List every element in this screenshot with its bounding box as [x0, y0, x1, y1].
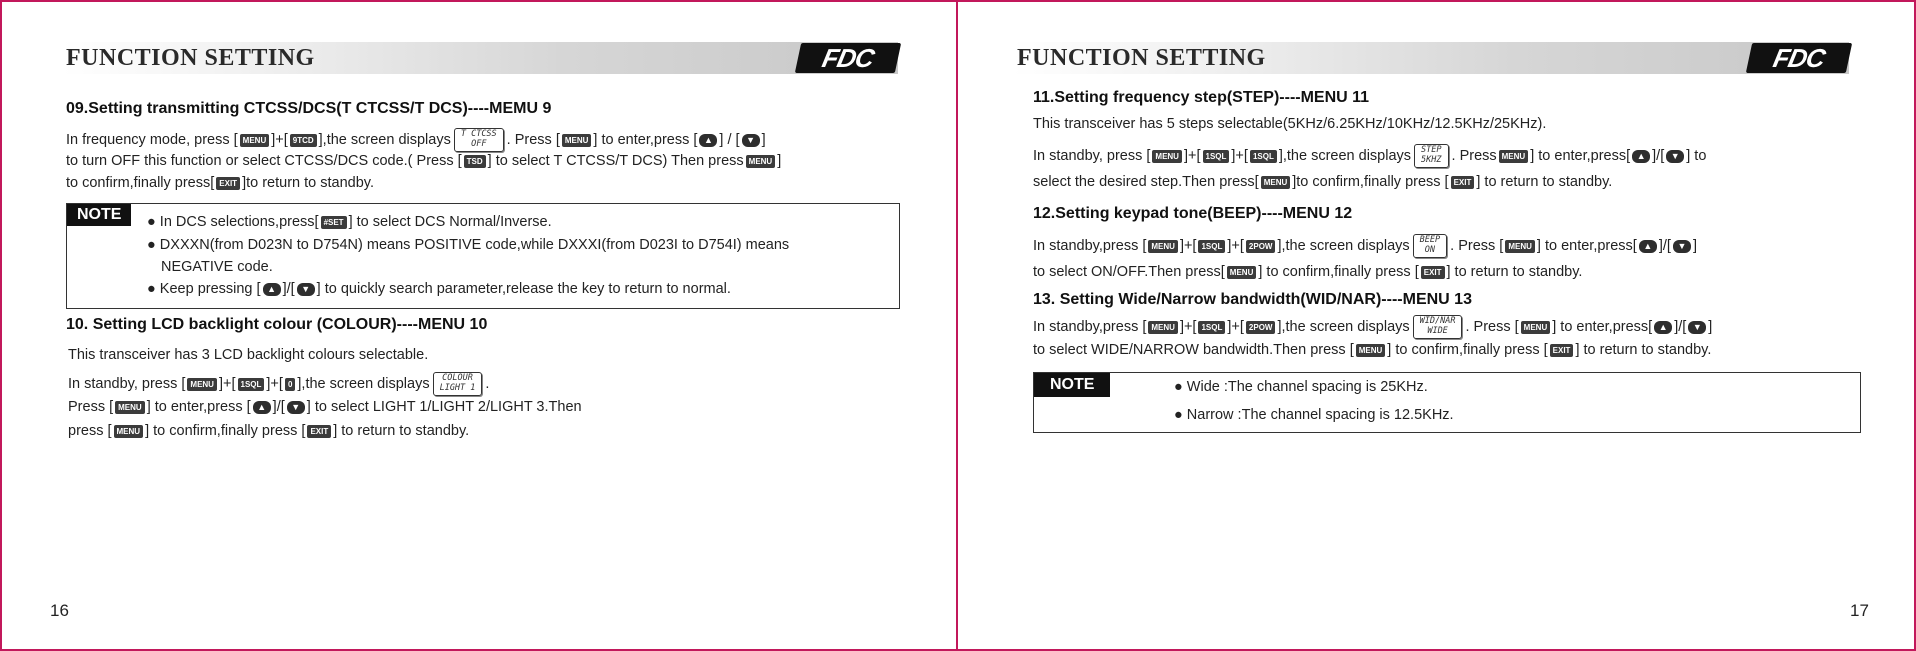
page-16 [2, 2, 958, 649]
text: press [ [68, 423, 112, 439]
menu-key-icon: MENU [1356, 344, 1386, 357]
set-key-icon: #SET [321, 216, 347, 229]
page-header [62, 42, 898, 74]
up-arrow-icon: ▲ [263, 283, 281, 296]
text: ] to quickly search parameter,release the key to return to normal. [316, 281, 731, 297]
lcd-line-2: ON [1424, 245, 1436, 255]
text: ] to [1686, 147, 1707, 164]
exit-key-icon: EXIT [1421, 266, 1445, 279]
text: Wide :The channel spacing is 25KHz. [1186, 379, 1428, 395]
text: ] to confirm,finally press [ [1258, 264, 1419, 280]
text: ]+[ [1227, 318, 1244, 335]
text: . Press [ [1465, 318, 1519, 335]
text: ] to select T CTCSS/T DCS) Then press [487, 153, 744, 169]
lcd-display [1413, 315, 1463, 339]
text: ]+[ [1227, 237, 1244, 254]
text: Press [ [68, 399, 114, 415]
text: ]to return to standby. [242, 175, 374, 191]
sql-key-icon: 1SQL [1198, 321, 1225, 334]
fdc-logo: FDC [1746, 43, 1852, 73]
section-title-menu-10: 10. Setting LCD backlight colour (COLOUR)----MENU 10 [66, 316, 488, 333]
menu-key-icon: MENU [1499, 150, 1529, 163]
text: ] [761, 131, 766, 148]
lcd-display [433, 372, 483, 396]
note-label: NOTE [1034, 373, 1110, 397]
menu-13-line-1 [1033, 315, 1712, 339]
lcd-display [454, 128, 504, 152]
lcd-line-2: 5KHZ [1421, 155, 1442, 165]
menu-13-line-2 [1033, 342, 1711, 358]
menu-key-icon: MENU [1152, 150, 1182, 163]
lcd-line-2: OFF [471, 139, 487, 149]
text: . Press [ [1450, 237, 1504, 254]
note-bullet-2: ● DXXXN(from D023N to D754N) means POSITIVE code,while DXXXI(from D023I to D754I) means [147, 237, 790, 253]
text: ] to enter,press[ [1536, 237, 1637, 254]
header-title: FUNCTION SETTING [66, 44, 315, 71]
zero-key-icon: 0 [285, 378, 295, 391]
text: DXXXN(from D023N to D754N) means POSITIVE code,while DXXXI(from D023I to D754I) means [159, 237, 790, 253]
exit-key-icon: EXIT [1451, 176, 1475, 189]
page-number: 17 [1850, 601, 1869, 620]
text: ] [1692, 237, 1697, 254]
text: to select WIDE/NARROW bandwidth.Then press [ [1033, 342, 1354, 358]
text: ]+[ [1179, 237, 1197, 254]
menu-key-icon: MENU [1227, 266, 1257, 279]
header-title: FUNCTION SETTING [1017, 44, 1266, 71]
menu-key-icon: MENU [114, 425, 144, 438]
text: ] to return to standby. [1575, 342, 1712, 358]
lcd-line-1: BEEP [1419, 235, 1441, 245]
text: ]+[ [271, 131, 288, 148]
text: . Press [1451, 147, 1497, 164]
note-bullet-1: ● In DCS selections,press[ #SET ] to select DCS Normal/Inverse. [147, 214, 552, 230]
down-arrow-icon: ▼ [1673, 240, 1691, 253]
text: to confirm,finally press[ [66, 175, 215, 191]
up-arrow-icon: ▲ [699, 134, 717, 147]
down-arrow-icon: ▼ [742, 134, 760, 147]
menu-key-icon: MENU [1148, 240, 1178, 253]
exit-key-icon: EXIT [1550, 344, 1574, 357]
menu-12-line-2 [1033, 264, 1582, 280]
text: ],the screen displays [1278, 147, 1412, 164]
text: ] to enter,press[ [1530, 147, 1631, 164]
note-box [1033, 372, 1861, 433]
menu-key-icon: MENU [1505, 240, 1535, 253]
sql-key-icon: 1SQL [1250, 150, 1277, 163]
text: ] / [ [719, 131, 740, 148]
text: In DCS selections,press[ [159, 214, 319, 230]
up-arrow-icon: ▲ [1654, 321, 1672, 334]
pow-key-icon: 2POW [1246, 240, 1276, 253]
text: ] to enter,press[ [1552, 318, 1653, 335]
lcd-line-2: LIGHT 1 [439, 383, 476, 393]
note-bullet-narrow: ● Narrow :The channel spacing is 12.5KHz. [1174, 407, 1454, 423]
page-number: 16 [50, 601, 69, 620]
text: ] to select DCS Normal/Inverse. [348, 214, 552, 230]
text: ],the screen displays [1277, 237, 1410, 254]
text: ]+[ [1179, 318, 1197, 335]
text: In standby, press [ [1033, 147, 1151, 164]
sql-key-icon: 1SQL [238, 378, 265, 391]
menu-key-icon: MENU [1521, 321, 1551, 334]
text: ] to return to standby. [1476, 174, 1613, 190]
text: ]/[ [282, 281, 295, 297]
text: ]/[ [1652, 147, 1665, 164]
text: ]+[ [266, 375, 283, 392]
down-arrow-icon: ▼ [297, 283, 315, 296]
tsd-key-icon: TSD [464, 155, 486, 168]
note-bullet-3: ● Keep pressing [ ▲ ]/[ ▼ ] to quickly search parameter,release the key to return to normal. [147, 281, 731, 297]
pow-key-icon: 2POW [1246, 321, 1276, 334]
text: Keep pressing [ [159, 281, 261, 297]
note-bullet-2-cont: NEGATIVE code. [161, 259, 273, 275]
menu-9-line-3 [66, 175, 374, 191]
text: ]/[ [1674, 318, 1687, 335]
menu-11-line-2 [1033, 144, 1706, 168]
section-title-menu-13: 13. Setting Wide/Narrow bandwidth(WID/NAR)----MENU 13 [1033, 291, 1472, 308]
menu-key-icon: MENU [1261, 176, 1291, 189]
section-title-menu-9: 09.Setting transmitting CTCSS/DCS(T CTCSS/T DCS)----MEMU 9 [66, 100, 552, 117]
text: to turn OFF this function or select CTCSS/DCS code.( Press [ [66, 153, 462, 169]
tcd-key-icon: 9TCD [290, 134, 317, 147]
note-bullet-wide: ● Wide :The channel spacing is 25KHz. [1174, 379, 1428, 395]
menu-key-icon: MENU [746, 155, 776, 168]
text: ] to confirm,finally press [ [145, 423, 306, 439]
down-arrow-icon: ▼ [1688, 321, 1706, 334]
fdc-logo: FDC [795, 43, 901, 73]
text: ]+[ [1183, 147, 1201, 164]
text: Narrow :The channel spacing is 12.5KHz. [1186, 407, 1454, 423]
up-arrow-icon: ▲ [1639, 240, 1657, 253]
menu-11-line-3 [1033, 174, 1612, 190]
text: ]+[ [218, 375, 236, 392]
menu-key-icon: MENU [1148, 321, 1178, 334]
menu-10-line-2: In standby, press [ MENU ]+[ 1SQL ]+[ 0 ],the screen displays COLOUR LIGHT 1 . [68, 372, 489, 396]
text: ] to return to standby. [1446, 264, 1583, 280]
down-arrow-icon: ▼ [287, 401, 305, 414]
menu-12-line-1 [1033, 234, 1697, 258]
page-17 [958, 2, 1914, 649]
text: ] to enter,press [ [593, 131, 698, 148]
menu-10-line-3 [68, 399, 582, 415]
text: ],the screen displays [318, 131, 451, 148]
text: In standby,press [ [1033, 237, 1147, 254]
text: In frequency mode, press [ [66, 131, 238, 148]
text: ] [1708, 318, 1713, 335]
page-header [1013, 42, 1849, 74]
down-arrow-icon: ▼ [1666, 150, 1684, 163]
menu-key-icon: MENU [187, 378, 217, 391]
lcd-line-1: WID/NAR [1419, 316, 1456, 326]
lcd-line-2: WIDE [1427, 326, 1448, 336]
text: ] to confirm,finally press [ [1387, 342, 1548, 358]
text: In standby, press [ [68, 375, 186, 392]
up-arrow-icon: ▲ [1632, 150, 1650, 163]
lcd-line-1: T CTCSS [460, 129, 497, 139]
sql-key-icon: 1SQL [1198, 240, 1225, 253]
text: ],the screen displays [1277, 318, 1410, 335]
text: In standby,press [ [1033, 318, 1147, 335]
lcd-display [1413, 234, 1447, 258]
menu-10-line-4 [68, 423, 469, 439]
up-arrow-icon: ▲ [253, 401, 271, 414]
menu-key-icon: MENU [240, 134, 270, 147]
section-title-menu-12: 12.Setting keypad tone(BEEP)----MENU 12 [1033, 205, 1353, 222]
text: ]+[ [1231, 147, 1248, 164]
text: ] to enter,press [ [146, 399, 251, 415]
exit-key-icon: EXIT [216, 177, 240, 190]
text: ] to return to standby. [333, 423, 470, 439]
menu-key-icon: MENU [115, 401, 145, 414]
menu-9-line-1 [66, 128, 766, 152]
lcd-line-1: COLOUR [442, 373, 473, 383]
section-title-menu-11: 11.Setting frequency step(STEP)----MENU 11 [1033, 89, 1370, 106]
text: ]/[ [1658, 237, 1671, 254]
note-box [66, 203, 900, 309]
menu-9-line-2: to turn OFF this function or select CTCSS/DCS code.( Press [ TSD ] to select T CTCSS/T DCS) Then press MENU ] [66, 153, 782, 169]
lcd-line-1: STEP [1421, 145, 1442, 155]
note-label: NOTE [67, 204, 131, 226]
text: ]/[ [272, 399, 285, 415]
text: ] to select LIGHT 1/LIGHT 2/LIGHT 3.Then [306, 399, 582, 415]
exit-key-icon: EXIT [307, 425, 331, 438]
text: ]to confirm,finally press [ [1292, 174, 1449, 190]
text: ],the screen displays [297, 375, 430, 392]
text: to select ON/OFF.Then press[ [1033, 264, 1225, 280]
menu-10-line-1: This transceiver has 3 LCD backlight colours selectable. [68, 347, 429, 363]
sql-key-icon: 1SQL [1203, 150, 1230, 163]
text: . Press [ [506, 131, 560, 148]
menu-key-icon: MENU [562, 134, 592, 147]
text: select the desired step.Then press[ [1033, 174, 1259, 190]
lcd-display [1414, 144, 1448, 168]
menu-11-line-1: This transceiver has 5 steps selectable(5KHz/6.25KHz/10KHz/12.5KHz/25KHz). [1033, 116, 1547, 132]
